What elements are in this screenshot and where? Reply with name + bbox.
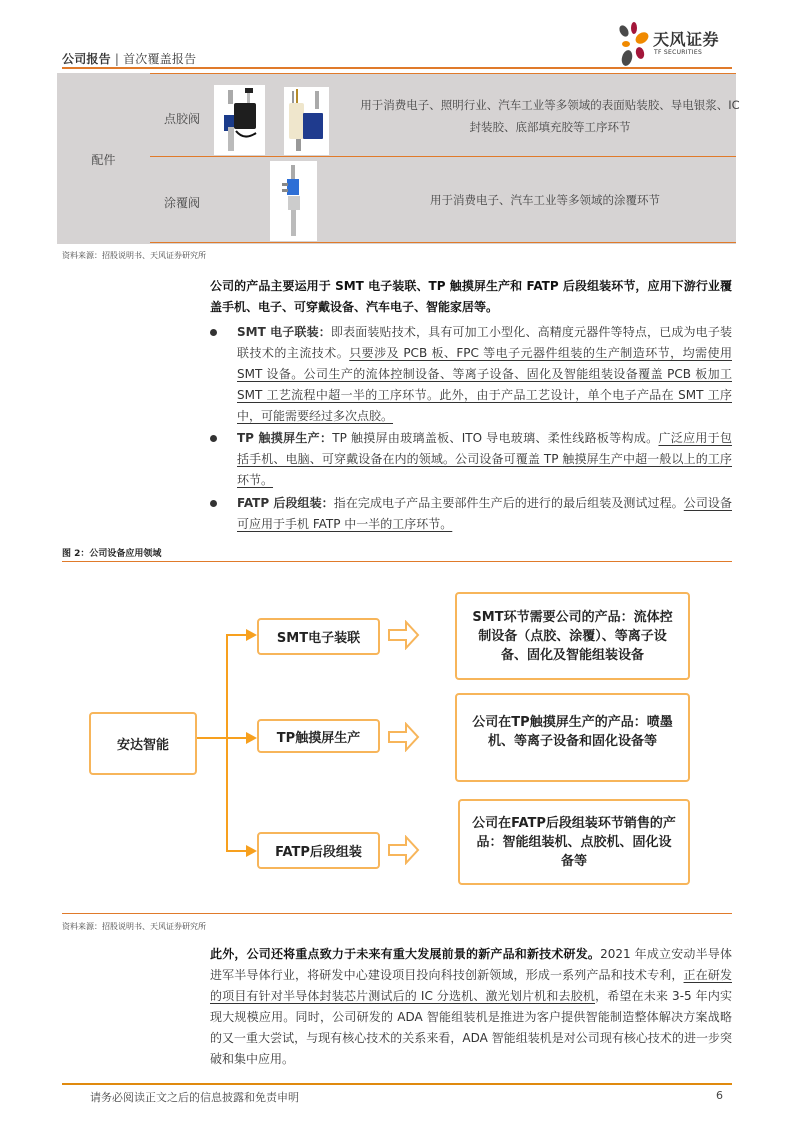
bullet-underlined: 只要涉及 PCB 板、FPC 等电子元器件组装的生产制造环节，均需使用 SMT 设备。公司生产的流体控制设备、等离子设备、固化及智能组装设备覆盖 PCB 板加工 SMT 工艺流程中超一半的工序环节。此外，由于产品工艺设计，单个电子产品在 SMT 工序中，可能需要经过多次点胶。 [237,346,732,423]
bullet-dot-icon [210,329,217,336]
connector-line [226,737,248,739]
coating-valve-image [270,161,317,241]
table-source: 资料来源：招股说明书、天风证券研究所 [62,251,206,260]
branch-node-tp: TP触摸屏生产 [257,719,380,753]
product-description: 用于消费电子、照明行业、汽车工业等多领域的表面贴装胶、导电银浆、IC 封装胶、底部填充胶等工序环节 [360,98,740,134]
dispensing-valve-image-2 [284,87,329,155]
result-node-tp: 公司在TP触摸屏生产的产品：喷墨机、等离子设备和固化设备等 [455,693,690,782]
bullet-underlined: 广泛应用于包括手机、电脑、可穿戴设备在内的领域。公司设备可覆盖 TP 触摸屏生产中超一般以上的工序环节。 [237,431,732,487]
closing-plain-1: 2021 年成立安动半导体进军半导体行业，将研发中心建设项目投向科技创新领域，形成一系列产品和技术专利， [210,947,732,982]
bullet-text [237,428,732,491]
footer-divider [62,1083,732,1085]
result-node-fatp: 公司在FATP后段组装环节销售的产品：智能组装机、点胶机、固化设备等 [458,799,690,885]
closing-plain-2: ，希望在未来 3-5 年内实现大规模应用。同时，公司研发的 ADA 智能组装机是推进为客户提供智能制造整体解决方案战略的又一重大尝试，与现有核心技术的关系来看，ADA 智能组装机是对公司现有核心技术的进一步突破和集中应用。 [210,989,732,1066]
bullet-plain: 指在完成电子产品主要部件生产后的进行的最后组装及测试过程。 [333,496,684,510]
bullet-plain: 即表面装贴技术，具有可加工小型化、高精度元器件等特点，已成为电子装联技术的主流技术。 [237,325,732,360]
hollow-arrow-icon [388,722,420,752]
figure-top-divider [62,561,732,562]
bullet-plain: TP 触摸屏由玻璃盖板、ITO 导电玻璃、柔性线路板等构成。 [332,431,659,445]
arrow-right-icon [246,845,257,857]
footer-disclaimer: 请务必阅读正文之后的信息披露和免责申明 [90,1091,299,1104]
closing-paragraph [210,944,732,1070]
product-name: 点胶阀 [164,112,201,126]
petal-logo-icon [617,22,653,68]
page-number: 6 [716,1089,723,1102]
report-type: 公司报告 [62,52,111,66]
product-name: 涂覆阀 [164,196,201,210]
product-description: 用于消费电子、汽车工业等多领域的涂覆环节 [430,193,660,207]
bullet-text [237,322,732,427]
result-node-smt: SMT环节需要公司的产品：流体控制设备（点胶、涂覆）、等离子设备、固化及智能组装设备 [455,592,690,680]
closing-underlined: 正在研发的项目有针对半导体封装芯片测试后的 IC 分选机、激光划片机和去胶机 [210,968,732,1003]
arrow-right-icon [246,732,257,744]
root-node: 安达智能 [89,712,197,775]
figure-title: 图 2：公司设备应用领域 [62,549,162,559]
category-label: 配件 [91,153,116,167]
closing-bold: 此外，公司还将重点致力于未来有重大发展前景的新产品和新技术研发。 [210,947,601,961]
report-header [62,50,196,67]
category-cell [57,73,150,244]
bullet-tp [210,428,732,494]
table-row [150,74,740,157]
tf-securities-logo [617,22,737,68]
arrow-right-icon [246,629,257,641]
bullet-title: TP 触摸屏生产： [237,431,333,445]
table-row [150,158,736,243]
hollow-arrow-icon [388,620,420,650]
connector-trunk [226,634,228,851]
logo-en-text: TF SECURITIES [654,49,703,56]
accessories-table [57,73,740,244]
bullet-fatp [210,493,732,537]
bullet-title: SMT 电子联装： [237,325,331,339]
figure-source: 资料来源：招股说明书、天风证券研究所 [62,922,206,931]
branch-node-smt: SMT电子装联 [257,618,380,655]
connector-line [226,634,248,636]
header-separator: | [114,52,120,66]
logo-cn-text: 天风证券 [653,30,720,49]
bullet-smt [210,322,732,432]
figure-bottom-divider [62,913,732,914]
branch-node-fatp: FATP后段组装 [257,832,380,869]
connector-line [226,850,248,852]
bullet-dot-icon [210,500,217,507]
report-subtype: 首次覆盖报告 [123,52,197,66]
dispensing-valve-image-1 [214,85,265,155]
bullet-dot-icon [210,435,217,442]
header-divider [62,67,732,69]
intro-paragraph: 公司的产品主要运用于 SMT 电子装联、TP 触摸屏生产和 FATP 后段组装环节，应用下游行业覆盖手机、电子、可穿戴设备、汽车电子、智能家居等。 [210,279,732,314]
hollow-arrow-icon [388,835,420,865]
bullet-text [237,493,732,535]
bullet-title: FATP 后段组装： [237,496,334,510]
bullet-underlined: 公司设备可应用于手机 FATP 中一半的工序环节。 [237,496,732,531]
